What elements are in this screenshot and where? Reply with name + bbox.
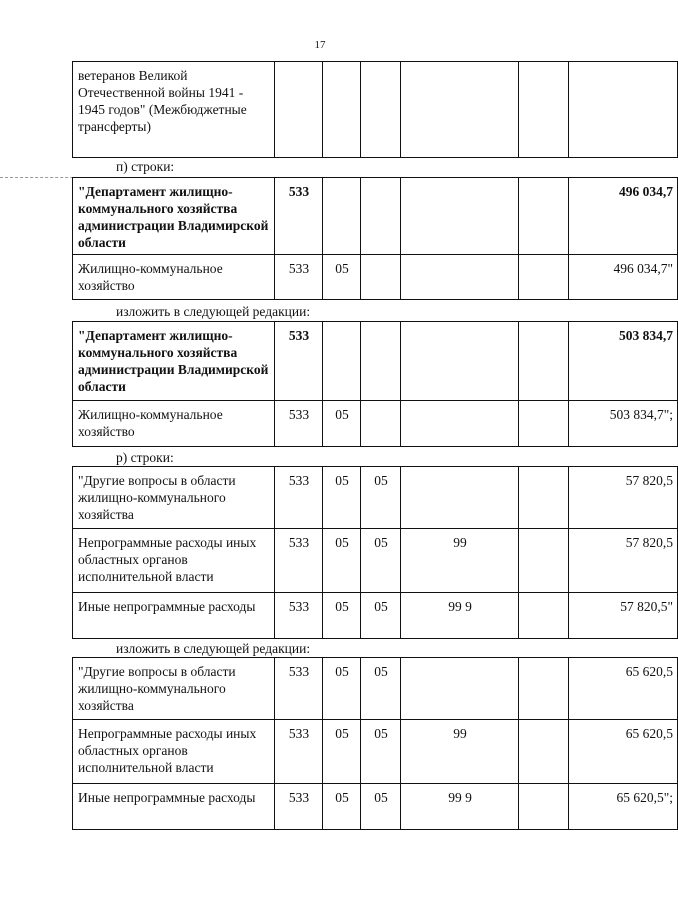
cell-name: Жилищно-коммунальное хозяйство	[73, 255, 275, 300]
table-n-new	[72, 321, 678, 447]
cell-ved: 533	[275, 529, 323, 593]
cell-sum: 503 834,7	[569, 322, 678, 401]
cell-csr	[401, 658, 519, 720]
cell-name: Непрограммные расходы иных областных органов исполнительной власти	[73, 529, 275, 593]
cell-rz	[323, 178, 361, 255]
table-row	[73, 784, 678, 830]
table-row	[73, 593, 678, 639]
cell-sum: 57 820,5	[569, 467, 678, 529]
cell-vr	[519, 720, 569, 784]
cell-pr	[361, 401, 401, 447]
cell-rz: 05	[323, 255, 361, 300]
cell-sum: 57 820,5	[569, 529, 678, 593]
cell-name: Иные непрограммные расходы	[73, 784, 275, 830]
cell-vr	[519, 62, 569, 158]
cell-pr: 05	[361, 720, 401, 784]
cell-rz: 05	[323, 593, 361, 639]
cell-sum: 65 620,5	[569, 720, 678, 784]
table-row	[73, 720, 678, 784]
cell-name: "Департамент жилищно-коммунального хозяйства администрации Владимирской области	[73, 322, 275, 401]
table-r-new	[72, 657, 678, 830]
cell-csr: 99 9	[401, 593, 519, 639]
cell-sum: 496 034,7	[569, 178, 678, 255]
cell-pr	[361, 255, 401, 300]
cell-ved: 533	[275, 401, 323, 447]
cell-csr	[401, 62, 519, 158]
table-row	[73, 322, 678, 401]
page-number: 17	[314, 39, 326, 51]
cell-sum: 65 620,5	[569, 658, 678, 720]
cell-rz: 05	[323, 720, 361, 784]
table-row	[73, 401, 678, 447]
table-row	[73, 178, 678, 255]
cell-csr: 99	[401, 720, 519, 784]
cell-ved: 533	[275, 467, 323, 529]
cell-ved: 533	[275, 784, 323, 830]
cell-vr	[519, 784, 569, 830]
cell-sum: 57 820,5"	[569, 593, 678, 639]
cell-csr	[401, 401, 519, 447]
cell-rz: 05	[323, 467, 361, 529]
cell-pr: 05	[361, 658, 401, 720]
cell-ved: 533	[275, 720, 323, 784]
cell-name: ветеранов Великой Отечественной войны 1941 - 1945 годов" (Межбюджетные трансферты)	[73, 62, 275, 158]
cell-pr: 05	[361, 529, 401, 593]
cell-sum	[569, 62, 678, 158]
cell-pr	[361, 62, 401, 158]
cell-pr: 05	[361, 784, 401, 830]
cell-rz	[323, 62, 361, 158]
label-n-rows: п) строки:	[116, 159, 175, 174]
cell-ved: 533	[275, 255, 323, 300]
cell-vr	[519, 658, 569, 720]
cell-vr	[519, 178, 569, 255]
cell-pr: 05	[361, 593, 401, 639]
table-r-old	[72, 466, 678, 639]
table-continuation	[72, 61, 678, 158]
cell-vr	[519, 467, 569, 529]
cell-name: Иные непрограммные расходы	[73, 593, 275, 639]
cell-rz: 05	[323, 784, 361, 830]
cell-csr	[401, 255, 519, 300]
cell-name: "Другие вопросы в области жилищно-коммунального хозяйства	[73, 658, 275, 720]
cell-vr	[519, 401, 569, 447]
cell-ved: 533	[275, 593, 323, 639]
cell-vr	[519, 529, 569, 593]
cell-sum: 496 034,7"	[569, 255, 678, 300]
cell-rz: 05	[323, 401, 361, 447]
cell-name: Жилищно-коммунальное хозяйство	[73, 401, 275, 447]
cell-name: "Департамент жилищно-коммунального хозяйства администрации Владимирской области	[73, 178, 275, 255]
cell-name: Непрограммные расходы иных областных органов исполнительной власти	[73, 720, 275, 784]
cell-csr	[401, 322, 519, 401]
cell-vr	[519, 255, 569, 300]
table-n-old	[72, 177, 678, 300]
cell-name: "Другие вопросы в области жилищно-коммунального хозяйства	[73, 467, 275, 529]
cell-pr: 05	[361, 467, 401, 529]
cell-csr: 99 9	[401, 784, 519, 830]
cell-pr	[361, 178, 401, 255]
cell-ved: 533	[275, 178, 323, 255]
cell-sum: 65 620,5";	[569, 784, 678, 830]
cell-csr	[401, 467, 519, 529]
table-row	[73, 62, 678, 158]
cell-pr	[361, 322, 401, 401]
cell-ved: 533	[275, 658, 323, 720]
cell-ved: 533	[275, 322, 323, 401]
table-row	[73, 658, 678, 720]
cell-rz: 05	[323, 658, 361, 720]
table-row	[73, 255, 678, 300]
cell-rz: 05	[323, 529, 361, 593]
cell-rz	[323, 322, 361, 401]
table-row	[73, 529, 678, 593]
cell-ved	[275, 62, 323, 158]
label-r-new: изложить в следующей редакции:	[116, 641, 311, 656]
cell-sum: 503 834,7";	[569, 401, 678, 447]
table-row	[73, 467, 678, 529]
cell-csr	[401, 178, 519, 255]
cell-csr: 99	[401, 529, 519, 593]
cell-vr	[519, 322, 569, 401]
cell-vr	[519, 593, 569, 639]
label-n-new: изложить в следующей редакции:	[116, 304, 311, 319]
label-r-rows: р) строки:	[116, 450, 174, 465]
